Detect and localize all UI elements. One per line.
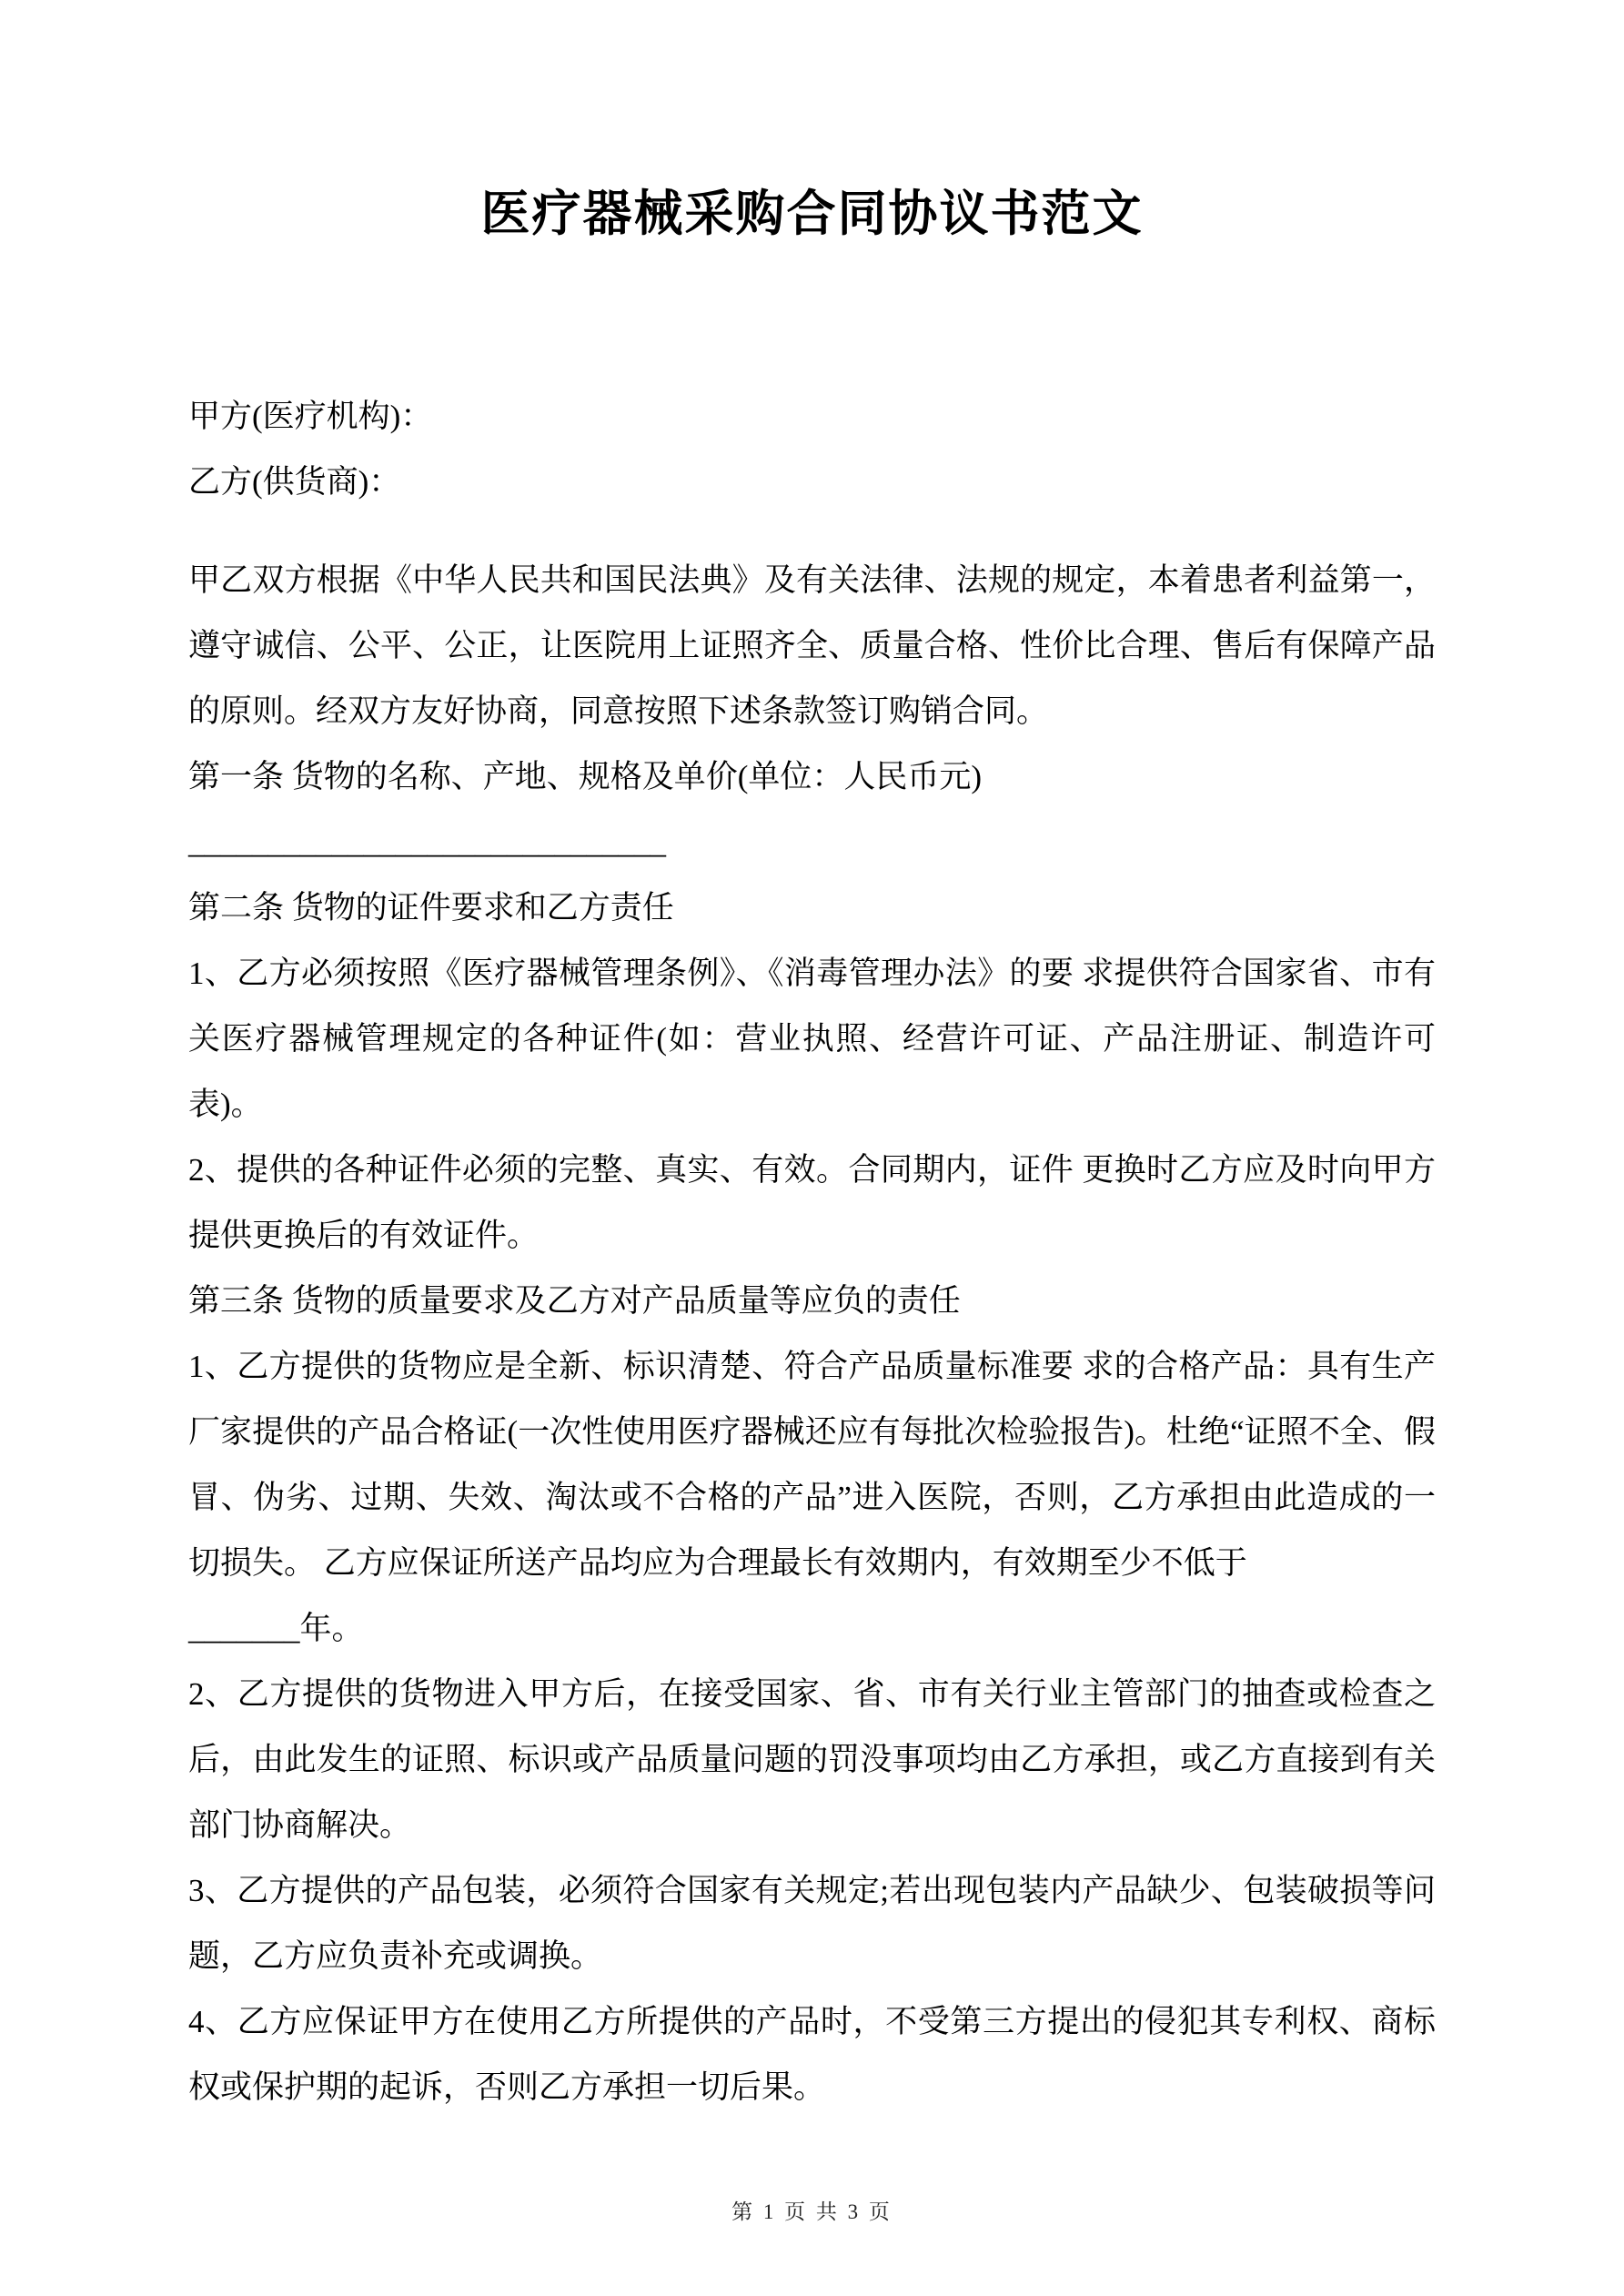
article1-heading: 第一条 货物的名称、产地、规格及单价(单位：人民币元) xyxy=(188,759,983,794)
party-a-line: 甲方(医疗机构)： xyxy=(188,399,433,434)
document-title: 医疗器械采购合同协议书范文 xyxy=(480,187,1144,241)
article1-blank-line: ______________________________ xyxy=(188,824,666,860)
article2-item-1: 1、乙方必须按照《医疗器械管理条例》、《消毒管理办法》的要 求提供符合国家省、市有关医疗器械管理规定的各种证件(如：营业执照、经营许可证、产品注册证、制造许可表)。 xyxy=(188,956,1436,1122)
article3-item-1: 1、乙方提供的货物应是全新、标识清楚、符合产品质量标准要 求的合格产品：具有生产厂家提供的产品合格证(一次性使用医疗器械还应有每批次检验报告)。杜绝“证照不全、假冒、伪劣、过期、失效、淘汰或不合格的产品”进入医院，否则，乙方承担由此造成的一切损失。 乙方应保证所送产品均应为合理最长有效期内，有效期至少不低于 xyxy=(188,1349,1436,1581)
page-footer: 第 1 页 共 3 页 xyxy=(731,2200,893,2223)
article2-item-2: 2、提供的各种证件必须的完整、真实、有效。合同期内，证件 更换时乙方应及时向甲方提供更换后的有效证件。 xyxy=(188,1152,1436,1253)
article3-heading: 第三条 货物的质量要求及乙方对产品质量等应负的责任 xyxy=(188,1283,961,1319)
intro-paragraph: 甲乙双方根据《中华人民共和国民法典》及有关法律、法规的规定，本着患者利益第一，遵守诚信、公平、公正，让医院用上证照齐全、质量合格、性价比合理、售后有保障产品的原则。经双方友好协商，同意按照下述条款签订购销合同。 xyxy=(188,562,1436,729)
article3-year-blank-line: _______年。 xyxy=(188,1611,364,1646)
article3-item-4: 4、乙方应保证甲方在使用乙方所提供的产品时，不受第三方提出的侵犯其专利权、商标权或保护期的起诉，否则乙方承担一切后果。 xyxy=(188,2004,1436,2105)
article3-item-3: 3、乙方提供的产品包装，必须符合国家有关规定;若出现包装内产品缺少、包装破损等问题，乙方应负责补充或调换。 xyxy=(188,1873,1436,1974)
article2-heading: 第二条 货物的证件要求和乙方责任 xyxy=(188,890,674,925)
article3-item-2: 2、乙方提供的货物进入甲方后，在接受国家、省、市有关行业主管部门的抽查或检查之后，由此发生的证照、标识或产品质量问题的罚没事项均由乙方承担，或乙方直接到有关部门协商解决。 xyxy=(188,1676,1436,1843)
document-body xyxy=(188,384,1436,2120)
party-b-line: 乙方(供货商)： xyxy=(188,464,401,500)
